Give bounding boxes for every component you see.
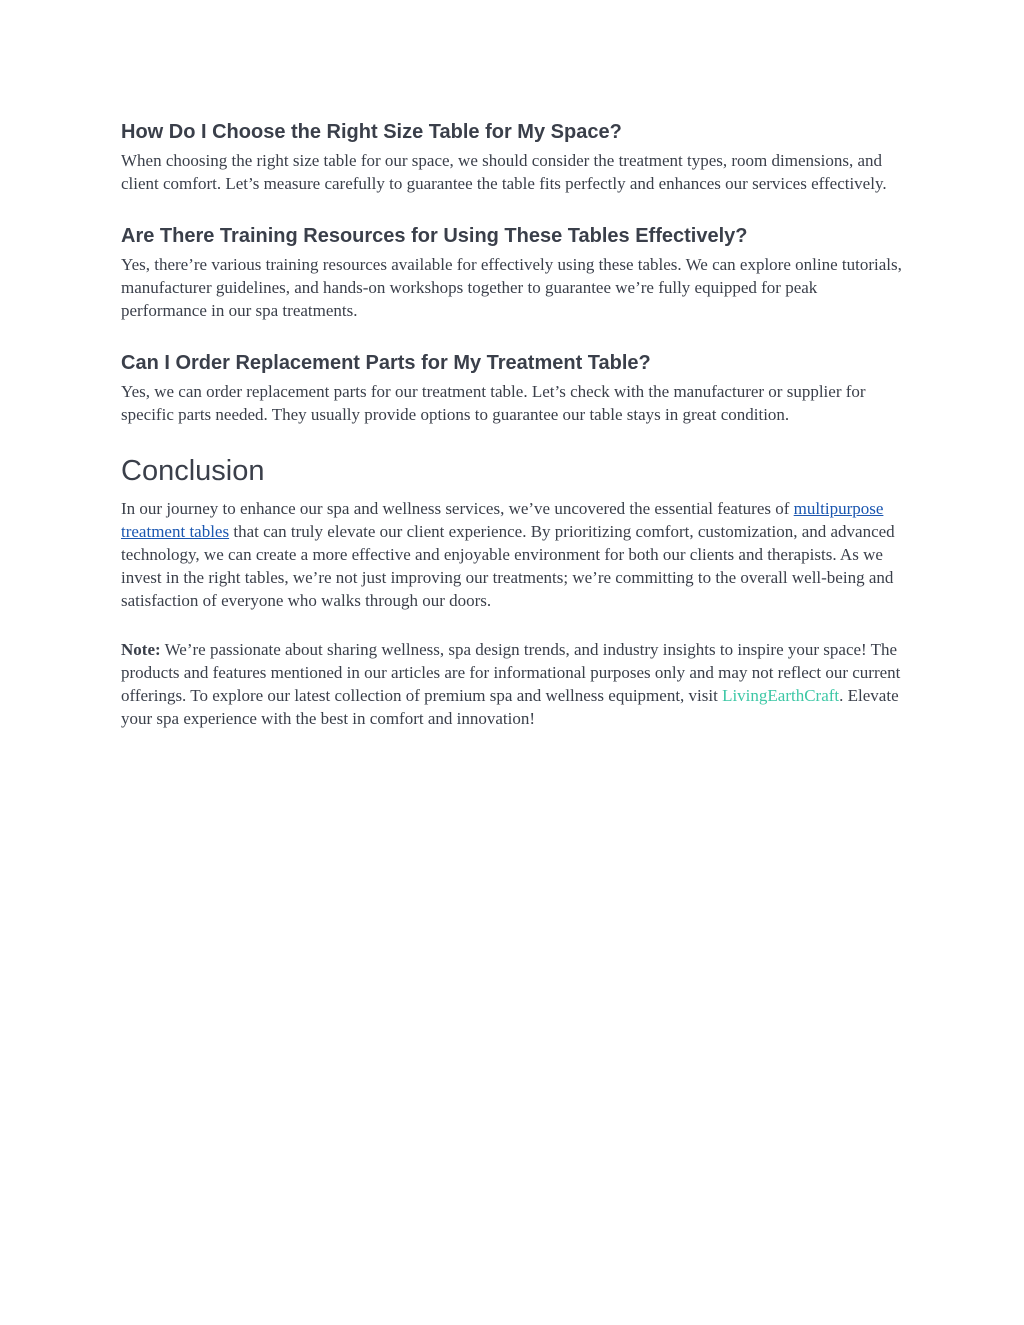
faq-answer: Yes, there’re various training resources available for effectively using these tables. We can explore online tutorials, manufacturer guidelines, and hands-on workshops together to guarantee we’re fully equipped for peak performance in our spa treatments.	[121, 255, 902, 320]
note-label: Note:	[121, 640, 161, 659]
faq-answer: When choosing the right size table for our space, we should consider the treatment types, room dimensions, and client comfort. Let’s measure carefully to guarantee the table fits perfectly and enhances our services effectively.	[121, 151, 887, 193]
conclusion-text-start: In our journey to enhance our spa and wellness services, we’ve uncovered the essential features of	[121, 499, 794, 518]
document-page	[121, 118, 906, 730]
living-earth-craft-link[interactable]: LivingEarthCraft	[722, 686, 840, 705]
conclusion-heading: Conclusion	[121, 455, 265, 487]
note-text-end: . Elevate your spa experience with the best in comfort and innovation!	[121, 686, 899, 728]
faq-question: Are There Training Resources for Using These Tables Effectively?	[121, 225, 748, 247]
note-text-start: We’re passionate about sharing wellness, spa design trends, and industry insights to inspire your space! The products and features mentioned in our articles are for informational purposes only and may not reflect our current offerings. To explore our latest collection of premium spa and wellness equipment, visit	[121, 640, 901, 705]
faq-item-table-size	[121, 118, 906, 195]
note-paragraph	[121, 638, 906, 730]
faq-question: Can I Order Replacement Parts for My Treatment Table?	[121, 352, 651, 374]
faq-item-replacement-parts	[121, 349, 906, 426]
faq-answer: Yes, we can order replacement parts for our treatment table. Let’s check with the manufacturer or supplier for specific parts needed. They usually provide options to guarantee our table stays in great condition.	[121, 382, 866, 424]
faq-question: How Do I Choose the Right Size Table for My Space?	[121, 121, 622, 143]
multipurpose-tables-link[interactable]: multipurpose treatment tables	[121, 499, 884, 541]
conclusion-paragraph	[121, 497, 906, 612]
faq-item-training-resources	[121, 222, 906, 322]
conclusion-text-end: that can truly elevate our client experience. By prioritizing comfort, customization, and advanced technology, we can create a more effective and enjoyable environment for both our clients and therapists. As we invest in the right tables, we’re not just improving our treatments; we’re committing to the overall well-being and satisfaction of everyone who walks through our doors.	[121, 522, 895, 610]
